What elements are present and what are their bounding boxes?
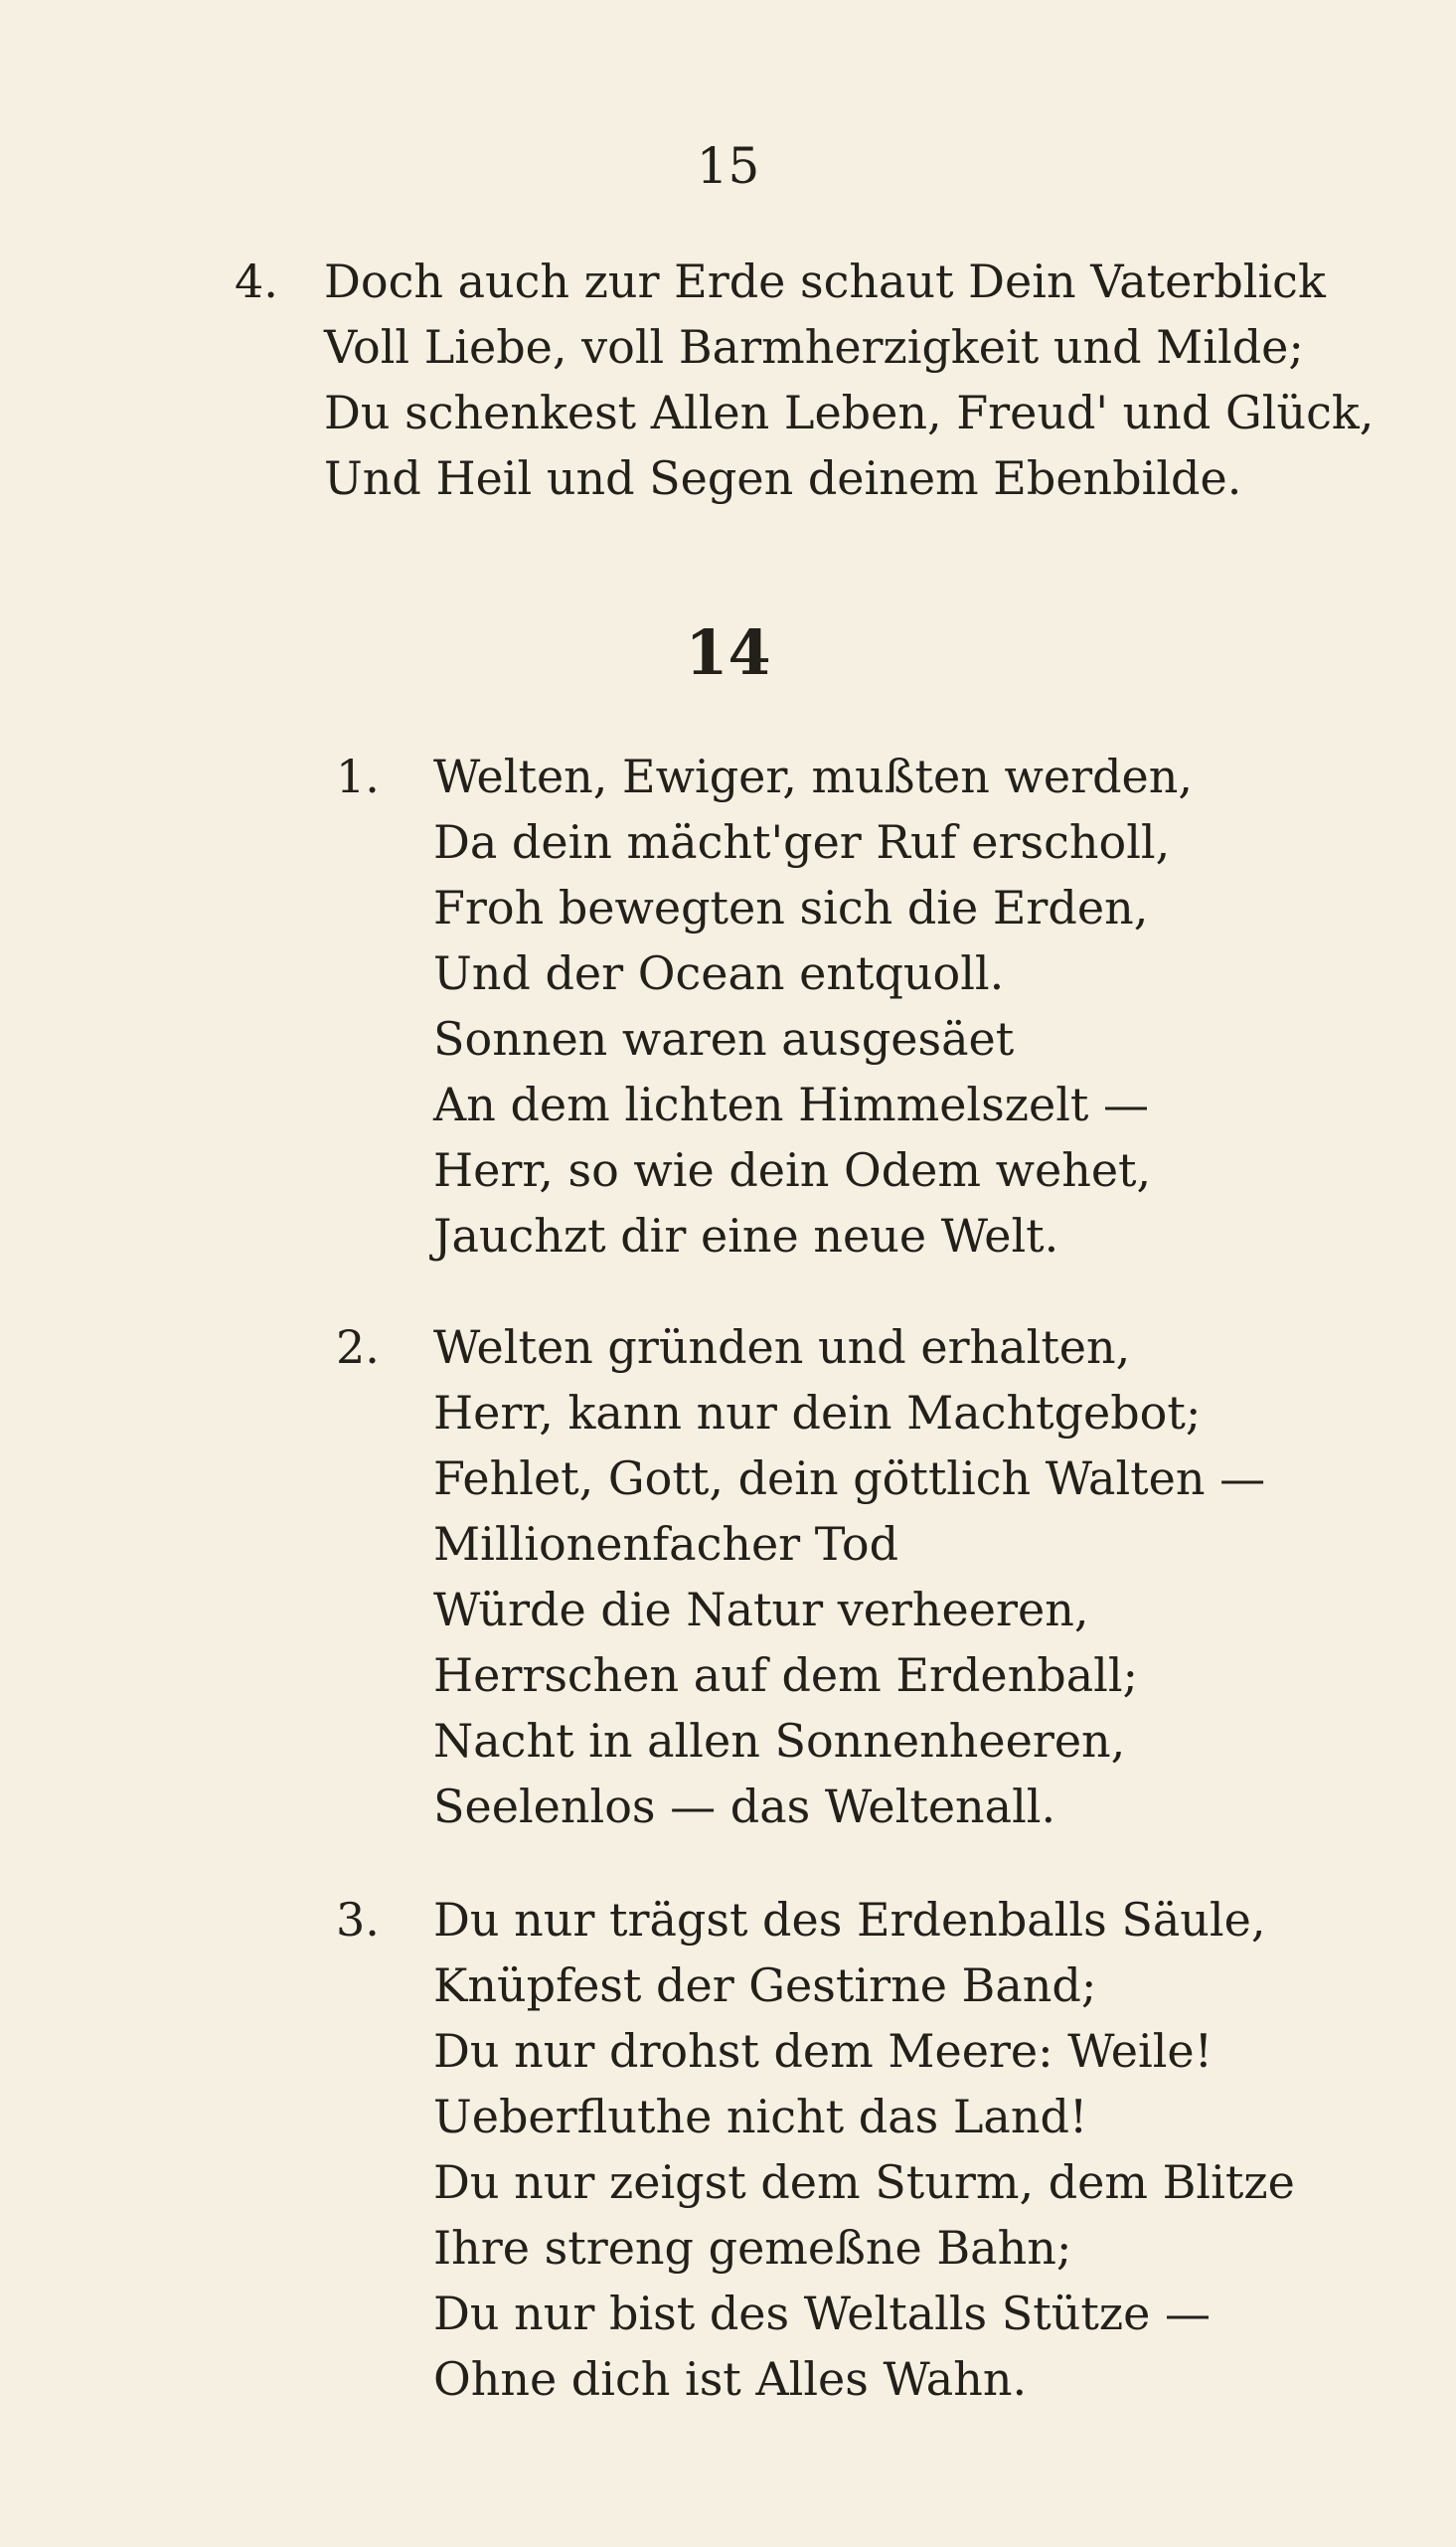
verse-line: Ihre streng gemeßne Bahn; <box>433 2221 1072 2275</box>
verse-line: Ohne dich ist Alles Wahn. <box>433 2352 1028 2406</box>
verse-number: 4. <box>235 255 278 308</box>
verse-line: Jauchzt dir eine neue Welt. <box>433 1209 1059 1263</box>
verse-line: Du nur bist des Weltalls Stütze — <box>433 2287 1211 2340</box>
verse-line: Und der Ocean entquoll. <box>433 946 1005 1000</box>
verse-line: Sonnen waren ausgesäet <box>433 1012 1015 1066</box>
verse-line: Du nur zeigst dem Sturm, dem Blitze <box>433 2155 1295 2209</box>
verse-line: Ueberfluthe nicht das Land! <box>433 2090 1088 2143</box>
verse-line: Herr, so wie dein Odem wehet, <box>433 1143 1152 1197</box>
verse-lines <box>433 1887 1295 2412</box>
verse-line: Und Heil und Segen deinem Ebenbilde. <box>324 451 1242 505</box>
verse-line: Du nur trägst des Erdenballs Säule, <box>433 1893 1266 1947</box>
verse-line: Doch auch zur Erde schaut Dein Vaterblick <box>324 255 1326 308</box>
verse-line: Froh bewegten sich die Erden, <box>433 881 1149 934</box>
verse-number: 3. <box>336 1893 380 1947</box>
verse-lines <box>433 1314 1265 1839</box>
page-number: 15 <box>696 137 760 195</box>
verse-line: Millionenfacher Tod <box>433 1517 899 1571</box>
verse-line: Welten, Ewiger, mußten werden, <box>433 750 1193 803</box>
verse-line: Welten gründen und erhalten, <box>433 1320 1131 1374</box>
verse-line: Du nur drohst dem Meere: Weile! <box>433 2024 1213 2078</box>
verse-lines <box>433 744 1193 1269</box>
verse-line: Würde die Natur verheeren, <box>433 1583 1089 1636</box>
verse-line: Herr, kann nur dein Machtgebot; <box>433 1386 1202 1440</box>
verse-number: 1. <box>336 750 380 803</box>
verse-line: Du schenkest Allen Leben, Freud' und Glück, <box>324 386 1375 439</box>
verse-line: Da dein mächt'ger Ruf erscholl, <box>433 815 1171 869</box>
verse-line: Herrschen auf dem Erdenball; <box>433 1648 1139 1702</box>
verse-line: Voll Liebe, voll Barmherzigkeit und Milde; <box>324 320 1304 374</box>
verse-line: Nacht in allen Sonnenheeren, <box>433 1714 1126 1768</box>
verse-number: 2. <box>336 1320 380 1374</box>
hymn-number: 14 <box>685 616 771 689</box>
verse-line: Fehlet, Gott, dein göttlich Walten — <box>433 1451 1266 1505</box>
verse-line: An dem lichten Himmelszelt — <box>433 1078 1150 1131</box>
verse-line: Seelenlos — das Weltenall. <box>433 1780 1056 1833</box>
verse-line: Knüpfest der Gestirne Band; <box>433 1958 1097 2012</box>
verse-lines <box>324 249 1374 511</box>
